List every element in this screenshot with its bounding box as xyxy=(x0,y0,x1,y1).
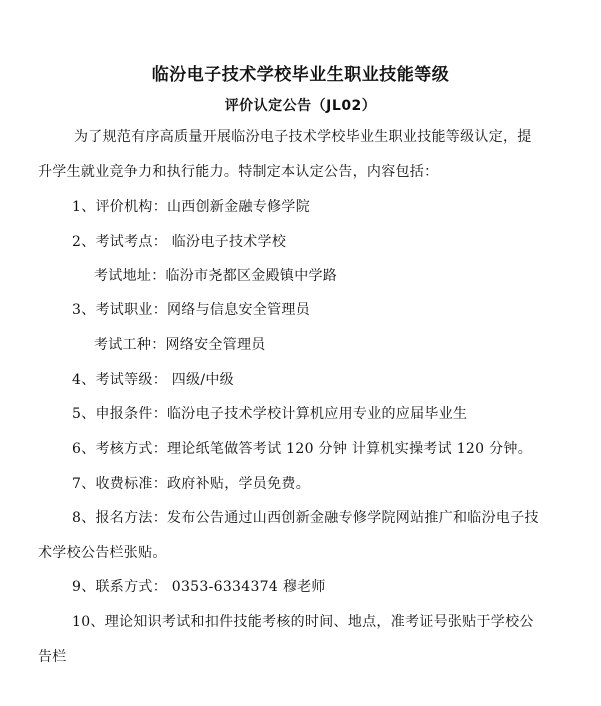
item-8-registration-line-1: 8、报名方法：发布公告通过山西创新金融专修学院网站推广和临汾电子技 xyxy=(72,510,539,526)
item-6-assessment: 6、考核方式：理论纸笔做答考试 120 分钟 计算机实操考试 120 分钟。 xyxy=(72,441,532,457)
item-1-organization: 1、评价机构：山西创新金融专修学院 xyxy=(72,199,311,215)
item-9-contact: 9、联系方式： 0353-6334374 穆老师 xyxy=(72,579,326,595)
item-7-fees: 7、收费标准：政府补贴，学员免费。 xyxy=(72,476,311,492)
intro-line-1: 为了规范有序高质量开展临汾电子技术学校毕业生职业技能等级认定，提 xyxy=(74,129,532,145)
item-2-exam-address: 考试地址：临汾市尧都区金殿镇中学路 xyxy=(94,268,338,284)
item-2-exam-site: 2、考试考点： 临汾电子技术学校 xyxy=(72,234,287,250)
document-title: 临汾电子技术学校毕业生职业技能等级 xyxy=(151,65,450,85)
item-10-notice-line-1: 10、理论知识考试和扣件技能考核的时间、地点，准考证号张贴于学校公 xyxy=(72,614,534,630)
document-subtitle: 评价认定公告（JL02） xyxy=(224,98,377,114)
item-10-notice-line-2: 告栏 xyxy=(38,649,67,665)
item-8-registration-line-2: 术学校公告栏张贴。 xyxy=(38,545,167,561)
item-3-occupation: 3、考试职业：网络与信息安全管理员 xyxy=(72,302,311,318)
item-4-level: 4、考试等级： 四级/中级 xyxy=(72,372,234,388)
intro-line-2: 升学生就业竞争力和执行能力。特制定本认定公告，内容包括： xyxy=(38,164,439,180)
item-5-eligibility: 5、申报条件：临汾电子技术学校计算机应用专业的应届毕业生 xyxy=(72,406,468,422)
item-3-job-type: 考试工种：网络安全管理员 xyxy=(94,337,266,353)
